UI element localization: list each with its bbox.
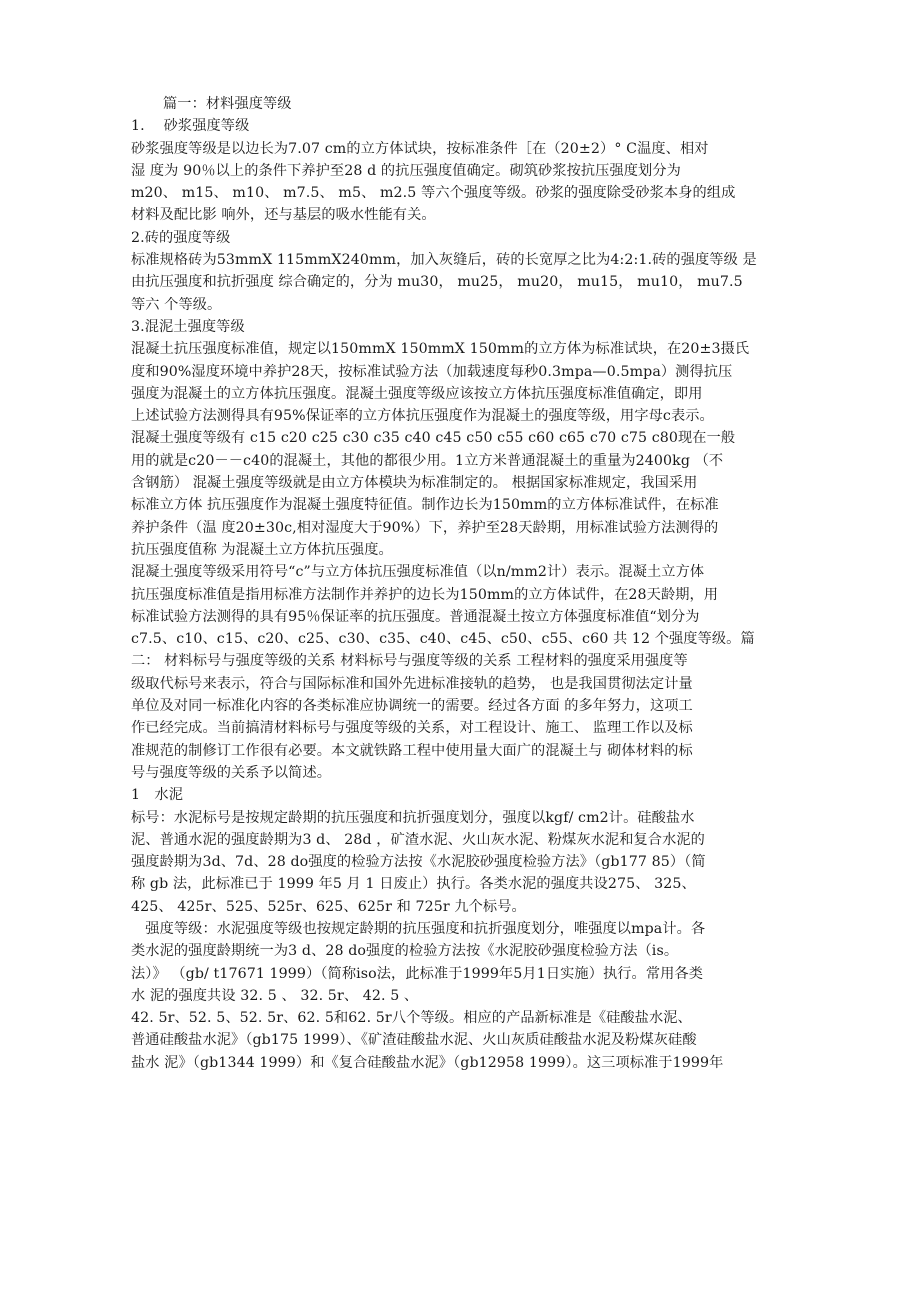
text-line: 盐水 泥》（gb1344 1999）和《复合硅酸盐水泥》（gb12958 1999）。这三项标准于1999年 [131, 1054, 724, 1071]
text-line: 上述试验方法测得具有95%保证率的立方体抗压强度作为混凝土的强度等级，用字母c表示。 [131, 408, 714, 425]
text-line: 标准立方体 抗压强度作为混凝土强度特征值。制作边长为150mm的立方体标准试件，在标准 [131, 497, 719, 514]
text-line: 水 泥的强度共设 32. 5 、 32. 5r、 42. 5 、 [131, 987, 419, 1004]
text-line: 湿 度为 90％以上的条件下养护至28 d 的抗压强度值确定。砌筑砂浆按抗压强度划分为 [131, 162, 681, 179]
text-line: 混凝土强度等级采用符号“c”与立方体抗压强度标准值（以n/mm2计）表示。混凝土立方体 [131, 564, 705, 581]
text-line: 养护条件（温 度20±30c,相对湿度大于90%）下，养护至28天龄期，用标准试验方法测得的 [131, 519, 719, 536]
text-line: 号与强度等级的关系予以简述。 [131, 764, 332, 781]
text-line: 等六 个等级。 [131, 296, 222, 313]
text-line: 单位及对同一标准化内容的各类标准应协调统一的需要。经过各方面 的多年努力，这项工 [131, 698, 693, 715]
text-line: 42. 5r、52. 5、52. 5r、62. 5和62. 5r八个等级。相应的产品新标准是《硅酸盐水泥、 [131, 1010, 692, 1027]
section-heading: 1 水泥 [131, 787, 183, 804]
text-line: m20、 m15、 m10、 m7.5、 m5、 m2.5 等六个强度等级。砂浆的强度除受砂浆本身的组成 [131, 185, 736, 202]
text-line: 类水泥的强度龄期统一为3 d、28 do强度的检验方法按《水泥胶砂强度检验方法（is。 [131, 943, 679, 960]
text-line: 材料及配比影 响外，还与基层的吸水性能有关。 [131, 207, 436, 224]
text-line: 称 gb 法，此标准已于 1999 年5 月 1 日废止）执行。各类水泥的强度共设275、 325、 [131, 876, 696, 893]
text-line: 强度等级：水泥强度等级也按规定龄期的抗压强度和抗折强度划分，唯强度以mpa计。各 [131, 920, 706, 937]
document-title: 篇一：材料强度等级 [163, 96, 292, 112]
document-page [131, 93, 796, 1074]
text-line: 含钢筋） 混凝土强度等级就是由立方体模块为标准制定的。 根据国家标准规定，我国采用 [131, 475, 698, 492]
text-line: c7.5、c10、c15、c20、c25、c30、c35、c40、c45、c50、c55、c60 共 12 个强度等级。篇 [131, 631, 755, 648]
text-line: 二： 材料标号与强度等级的关系 材料标号与强度等级的关系 工程材料的强度采用强度等 [131, 653, 688, 670]
text-line: 由抗压强度和抗折强度 综合确定的，分为 mu30， mu25， mu20， mu15， mu10， mu7.5 [131, 274, 743, 291]
section-heading: 2.砖的强度等级 [131, 229, 231, 246]
text-line: 强度为混凝土的立方体抗压强度。混凝土强度等级应该按立方体抗压强度标准值确定，即用 [131, 385, 703, 402]
text-line: 作已经完成。当前搞清材料标号与强度等级的关系，对工程设计、施工、 监理工作以及标 [131, 720, 693, 737]
section-heading: 1. 砂浆强度等级 [131, 118, 250, 135]
text-line: 准规范的制修订工作很有必要。本文就铁路工程中使用量大面广的混凝土与 砌体材料的标 [131, 742, 693, 759]
text-line: 标准试验方法测得的具有95％保证率的抗压强度。普通混凝土按立方体强度标准值“划分为 [131, 608, 700, 625]
text-line: 标准规格砖为53mmX 115mmX240mm，加入灰缝后，砖的长宽厚之比为4:2:1.砖的强度等级 是 [131, 252, 757, 269]
text-line: 混凝土抗压强度标准值，规定以150mmX 150mmX 150mm的立方体为标准试块，在20±3摄氏 [131, 341, 750, 358]
text-line: 混凝土强度等级有 c15 c20 c25 c30 c35 c40 c45 c50 c55 c60 c65 c70 c75 c80现在一般 [131, 430, 736, 447]
section-heading: 3.混泥土强度等级 [131, 318, 245, 335]
text-line: 用的就是c20－－c40的混凝土，其他的都很少用。1立方米普通混凝土的重量为2400kg （不 [131, 452, 724, 469]
text-line: 法）》 （gb/ t17671 1999）（简称iso法，此标准于1999年5月1日实施）执行。常用各类 [131, 965, 703, 982]
text-line: 泥、普通水泥的强度龄期为3 d、 28d ，矿渣水泥、火山灰水泥、粉煤灰水泥和复合水泥的 [131, 831, 705, 848]
text-line: 砂浆强度等级是以边长为7.07 cm的立方体试块，按标准条件［在（20±2）° C温度、相对 [131, 140, 709, 157]
text-line: 抗压强度值称 为混凝土立方体抗压强度。 [131, 541, 393, 558]
text-line: 抗压强度标准值是指用标准方法制作并养护的边长为150mm的立方体试件，在28天龄期，用 [131, 586, 719, 603]
text-line: 标号：水泥标号是按规定龄期的抗压强度和抗折强度划分，强度以kgf/ cm2计。硅酸盐水 [131, 809, 695, 826]
text-line: 级取代标号来表示，符合与国际标准和国外先进标准接轨的趋势， 也是我国贯彻法定计量 [131, 675, 693, 692]
text-line: 度和90%湿度环境中养护28天，按标准试验方法（加载速度每秒0.3mpa—0.5mpa）测得抗压 [131, 363, 733, 380]
text-line: 强度龄期为3d、7d、28 do强度的检验方法按《水泥胶砂强度检验方法》（gb177 85）（简 [131, 854, 706, 871]
text-line: 普通硅酸盐水泥》（gb175 1999）、《矿渣硅酸盐水泥、火山灰质硅酸盐水泥及粉煤灰硅酸 [131, 1032, 697, 1049]
text-line: 425、 425r、525、525r、625、625r 和 725r 九个标号。 [131, 898, 526, 915]
